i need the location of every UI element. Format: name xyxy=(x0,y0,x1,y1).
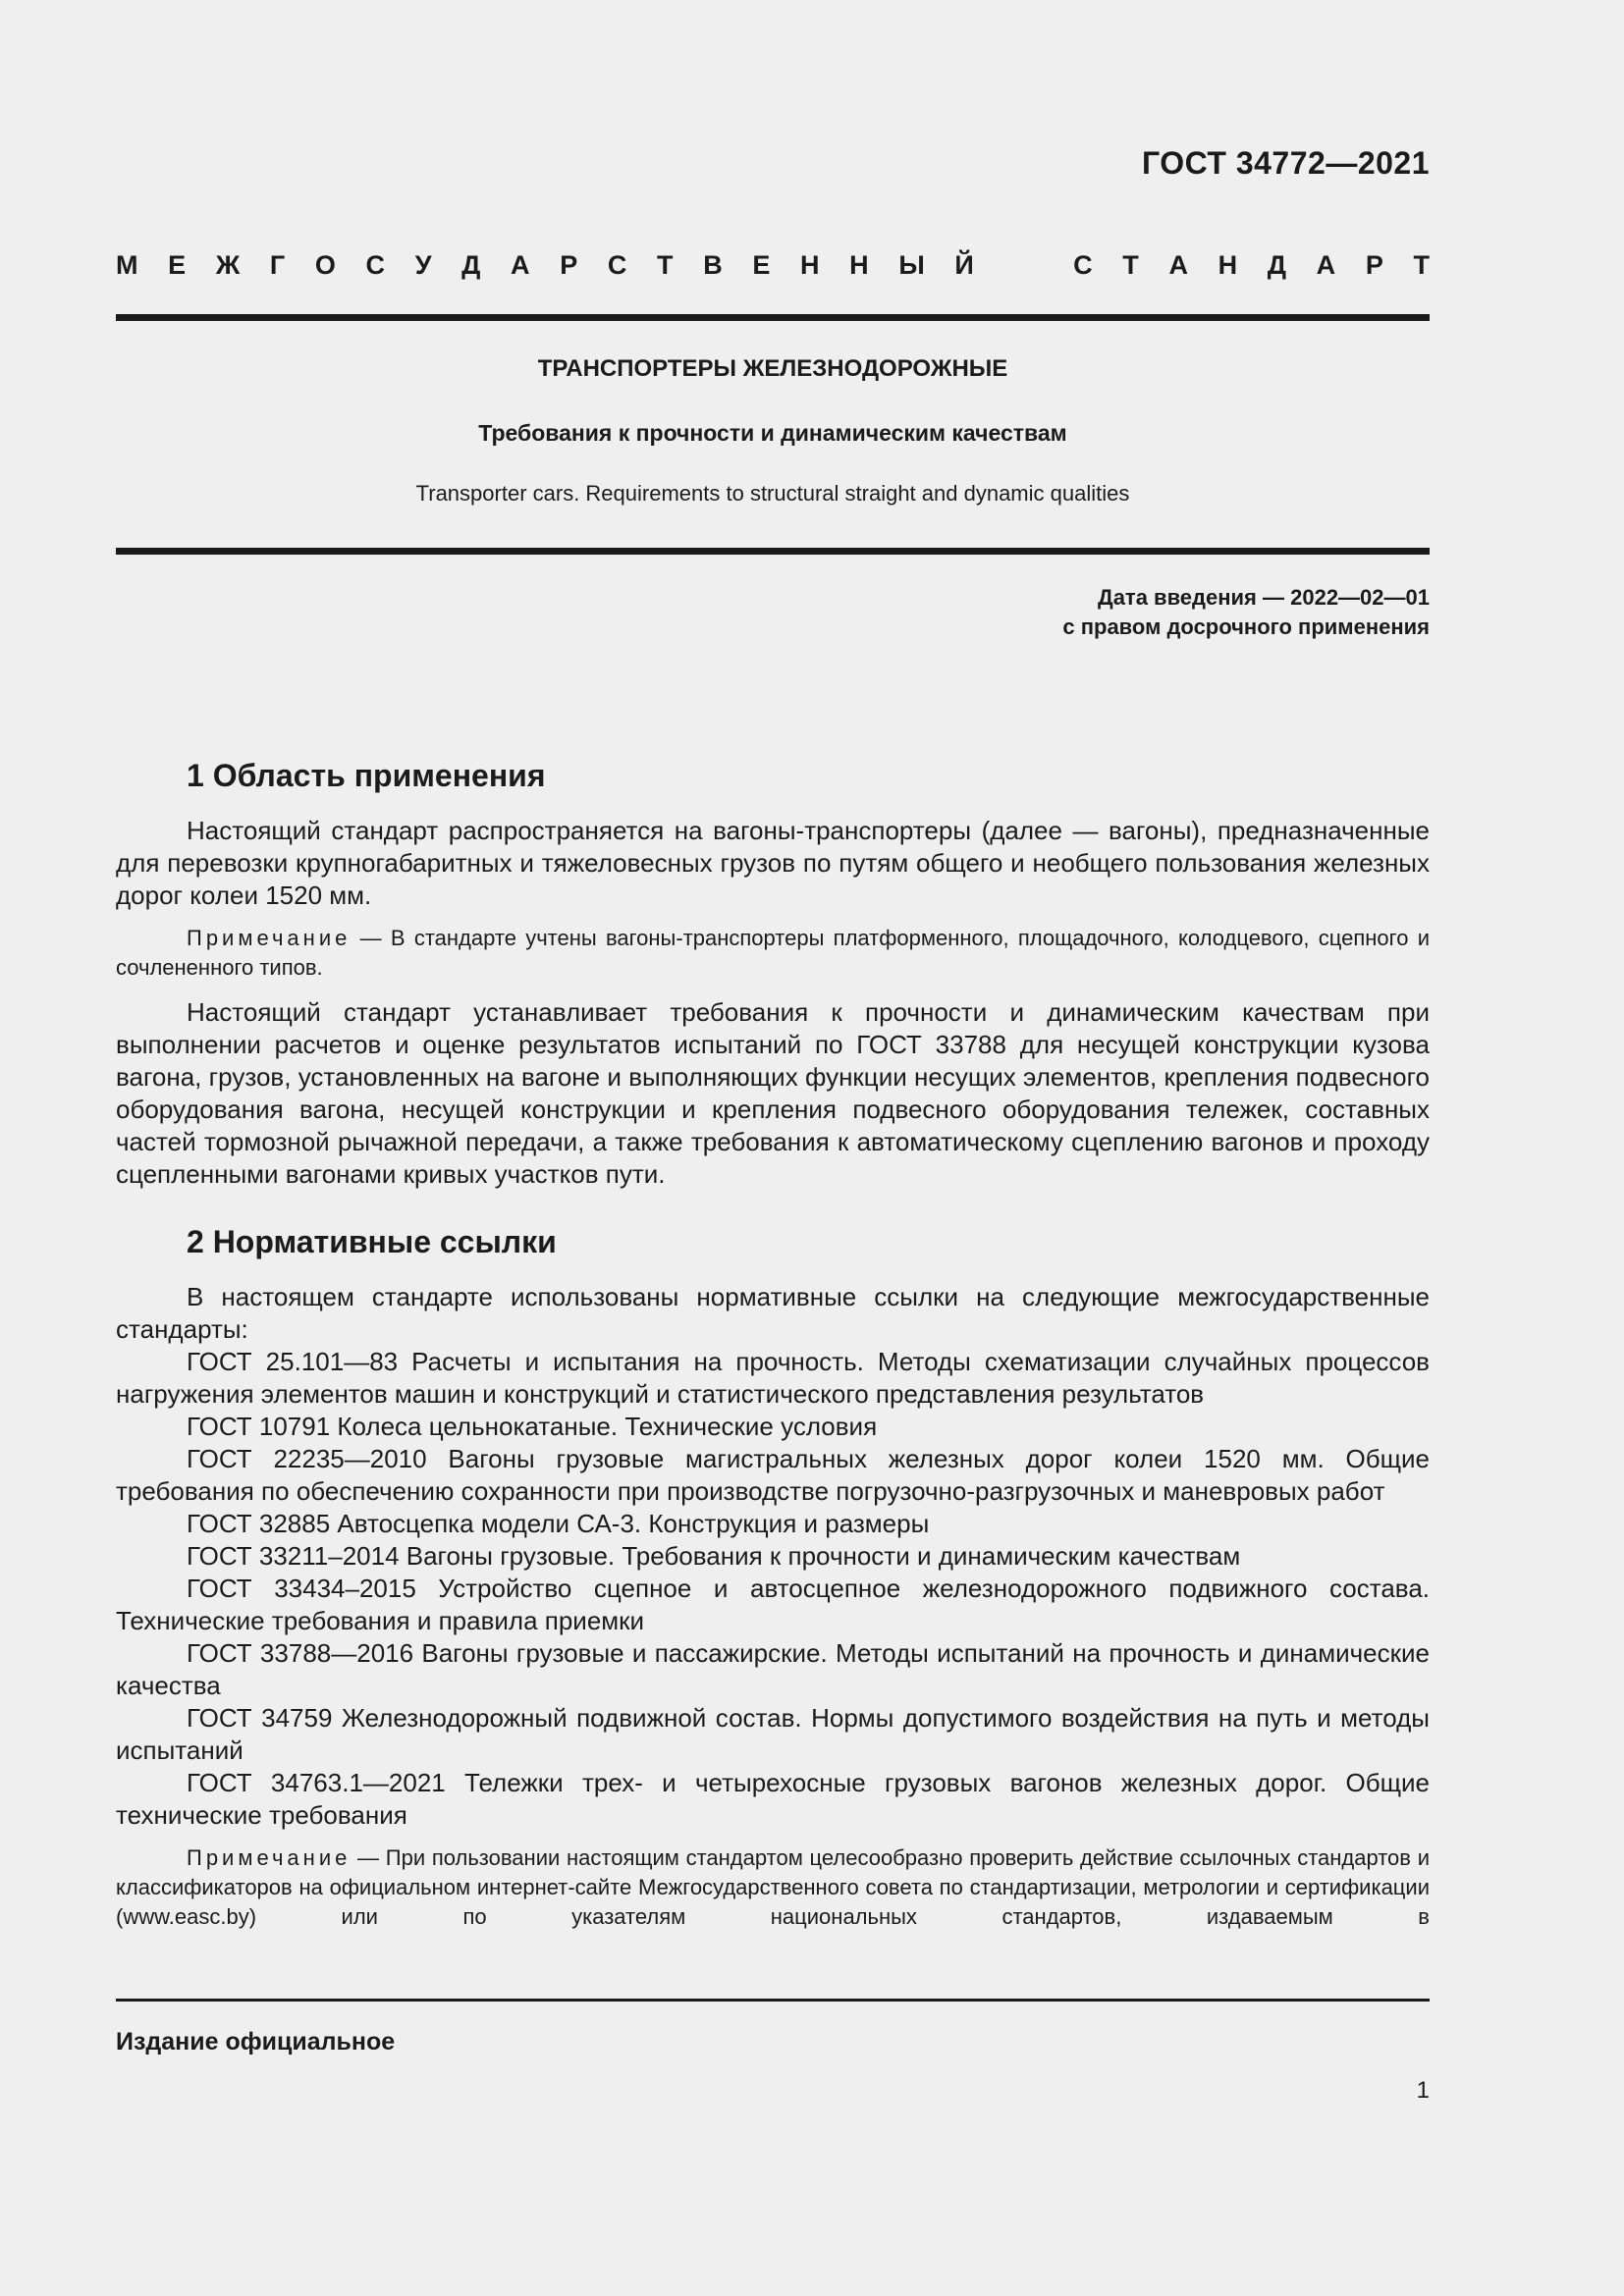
banner-letter: Е xyxy=(168,250,187,280)
banner-letter: О xyxy=(314,250,336,280)
reference-item: ГОСТ 33434–2015 Устройство сцепное и автосцепное железнодорожного подвижного состава. Технические требования и правила приемки xyxy=(116,1574,1430,1635)
note-text: — В стандарте учтены вагоны-транспортеры платформенного, площадочного, колодцевого, сцепного и сочлененного типов. xyxy=(116,926,1430,980)
reference-item: ГОСТ 34759 Железнодорожный подвижной состав. Нормы допустимого воздействия на путь и методы испытаний xyxy=(116,1703,1430,1765)
note-label: Примечание xyxy=(187,926,352,950)
banner-letter: М xyxy=(116,250,138,280)
reference-item: ГОСТ 32885 Автосцепка модели СА-3. Конструкция и размеры xyxy=(187,1509,930,1538)
banner-letter: Ы xyxy=(898,250,925,280)
intro-date-line: Дата введения — 2022—02—01 xyxy=(1098,585,1430,610)
section-1-heading: 1 Область применения xyxy=(187,758,546,793)
document-page xyxy=(116,0,1430,2296)
banner-letter: А xyxy=(1168,250,1188,280)
banner-letter: С xyxy=(365,250,386,280)
early-application-line: с правом досрочного применения xyxy=(1062,614,1430,639)
banner-letter: Т xyxy=(657,250,674,280)
banner-letter: Р xyxy=(560,250,578,280)
banner-letter: Т xyxy=(1122,250,1139,280)
footer-rule xyxy=(116,1999,1430,2002)
banner-letter: Г xyxy=(269,250,286,280)
banner-letter: Н xyxy=(849,250,869,280)
note-text: — При пользовании настоящим стандартом целесообразно проверить действие ссылочных стандартов и классификаторов на официальном интернет-сайте Межгосударственного совета по стандартизации, метрологии и сертификации (www.easc.by) или по указателям национальных стандартов, издаваемым в xyxy=(116,1845,1430,1929)
banner-letter: Н xyxy=(800,250,820,280)
title-rule xyxy=(116,548,1430,555)
reference-item: ГОСТ 10791 Колеса цельнокатаные. Технические условия xyxy=(187,1412,878,1441)
section-2-intro: В настоящем стандарте использованы нормативные ссылки на следующие межгосударственные стандарты: xyxy=(116,1282,1430,1344)
page-number: 1 xyxy=(1416,2077,1430,2104)
section-2-note xyxy=(116,1843,1430,1932)
banner-letter: В xyxy=(703,250,723,280)
official-edition-label: Издание официальное xyxy=(116,2028,396,2056)
banner-letter: Д xyxy=(461,250,481,280)
banner-letter: Е xyxy=(752,250,771,280)
document-subtitle: Требования к прочности и динамическим качествам xyxy=(478,420,1067,446)
reference-item: ГОСТ 33211–2014 Вагоны грузовые. Требования к прочности и динамическим качествам xyxy=(187,1541,1241,1571)
reference-item: ГОСТ 33788—2016 Вагоны грузовые и пассажирские. Методы испытаний на прочность и динамические качества xyxy=(116,1638,1430,1700)
banner-letter: Й xyxy=(954,250,974,280)
gost-number: ГОСТ 34772—2021 xyxy=(1141,145,1430,181)
banner-letter: Д xyxy=(1267,250,1287,280)
banner-letter: Н xyxy=(1218,250,1238,280)
standard-type-banner xyxy=(116,250,1430,281)
introduction-date xyxy=(1062,583,1430,642)
top-rule xyxy=(116,314,1430,321)
banner-letter: Р xyxy=(1365,250,1383,280)
reference-item: ГОСТ 22235—2010 Вагоны грузовые магистральных железных дорог колеи 1520 мм. Общие требования по обеспечению сохранности при производстве погрузочно-разгрузочных и маневровых работ xyxy=(116,1444,1430,1506)
section-1-paragraph-2: Настоящий стандарт устанавливает требования к прочности и динамическим качествам при выполнении расчетов и оценке результатов испытаний по ГОСТ 33788 для несущей конструкции кузова вагона, грузов, установленных на вагоне и выполняющих функции несущих элементов, крепления подвесного оборудования вагона, несущей конструкции и крепления подвесного оборудования тележек, составных частей тормозной рычажной передачи, а также требования к автоматическому сцеплению вагонов и проходу сцепленными вагонами кривых участков пути. xyxy=(116,997,1430,1189)
banner-word-gap xyxy=(1003,250,1043,281)
section-1-note xyxy=(116,924,1430,983)
banner-letter: Т xyxy=(1413,250,1430,280)
english-title: Transporter cars. Requirements to structural straight and dynamic qualities xyxy=(415,481,1130,506)
banner-letter: А xyxy=(1316,250,1336,280)
document-body xyxy=(116,756,1430,1932)
reference-item: ГОСТ 34763.1—2021 Тележки трех- и четырехосные грузовых вагонов железных дорог. Общие технические требования xyxy=(116,1768,1430,1830)
banner-letter: Ж xyxy=(215,250,241,280)
banner-letter: У xyxy=(414,250,432,280)
section-1-paragraph-1: Настоящий стандарт распространяется на вагоны-транспортеры (далее — вагоны), предназначенные для перевозки крупногабаритных и тяжеловесных грузов по путям общего и необщего пользования железных дорог колеи 1520 мм. xyxy=(116,816,1430,910)
reference-item: ГОСТ 25.101—83 Расчеты и испытания на прочность. Методы схематизации случайных процессов нагружения элементов машин и конструкций и статистического представления результатов xyxy=(116,1347,1430,1409)
banner-letter: С xyxy=(607,250,627,280)
banner-letter: А xyxy=(511,250,530,280)
document-title: ТРАНСПОРТЕРЫ ЖЕЛЕЗНОДОРОЖНЫЕ xyxy=(537,355,1008,382)
note-label: Примечание xyxy=(187,1845,352,1870)
banner-letter: С xyxy=(1073,250,1093,280)
section-2-heading: 2 Нормативные ссылки xyxy=(187,1224,557,1259)
